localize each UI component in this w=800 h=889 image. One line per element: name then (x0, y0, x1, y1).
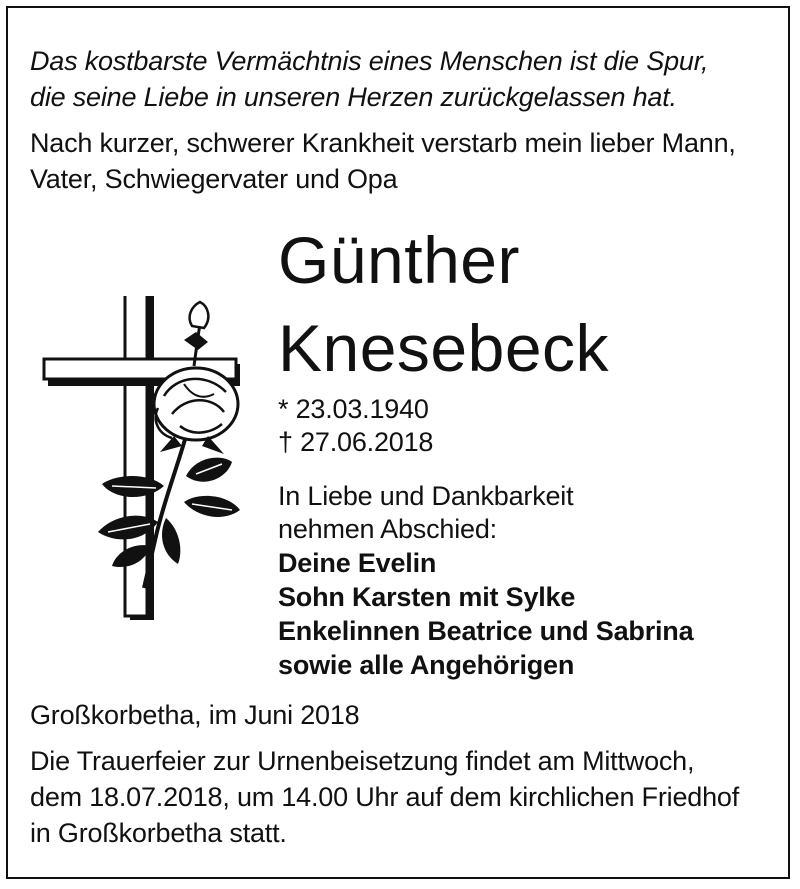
deceased-last-name: Knesebeck (278, 311, 610, 385)
farewell-line-2: nehmen Abschied: (278, 514, 497, 544)
deceased-first-name: Günther (278, 223, 520, 297)
cross-with-rose-icon (36, 296, 246, 626)
mourner-line: sowie alle Angehörigen (278, 650, 575, 680)
mourner-line: Enkelinnen Beatrice und Sabrina (278, 616, 694, 646)
ceremony-line-1: Die Trauerfeier zur Urnenbeisetzung findet am Mittwoch, (30, 746, 695, 776)
intro-line-2: Vater, Schwiegervater und Opa (30, 164, 398, 194)
death-date: † 27.06.2018 (278, 427, 434, 457)
mourner-line: Sohn Karsten mit Sylke (278, 582, 576, 612)
ceremony-line-2: dem 18.07.2018, um 14.00 Uhr auf dem kirchlichen Friedhof (30, 782, 740, 812)
quote-line-1: Das kostbarste Vermächtnis eines Menschen ist die Spur, (30, 46, 709, 76)
cross-icon (44, 296, 240, 620)
place-date: Großkorbetha, im Juni 2018 (30, 700, 360, 730)
mourner-line: Deine Evelin (278, 548, 437, 578)
farewell-line-1: In Liebe und Dankbarkeit (278, 481, 574, 511)
birth-date: * 23.03.1940 (278, 394, 429, 424)
quote-line-2: die seine Liebe in unseren Herzen zurückgelassen hat. (30, 82, 677, 112)
rose-icon (98, 302, 240, 588)
intro-line-1: Nach kurzer, schwerer Krankheit verstarb mein lieber Mann, (30, 128, 736, 158)
ceremony-line-3: in Großkorbetha statt. (30, 818, 287, 848)
